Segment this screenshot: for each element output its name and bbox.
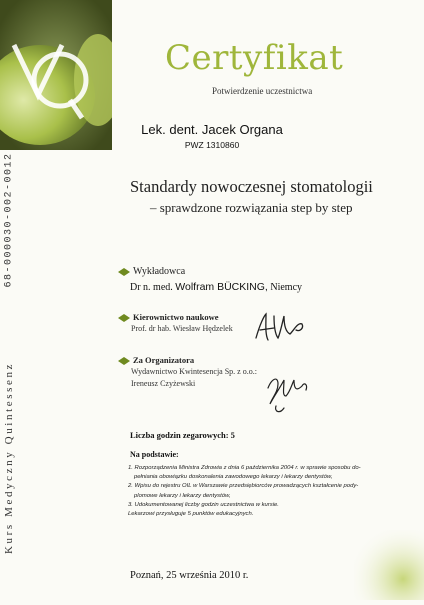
organizer-company: Wydawnictwo Kwintesencja Sp. z o.o.: xyxy=(131,367,257,376)
course-subtitle: – sprawdzone rozwiązania step by step xyxy=(150,200,353,215)
leaf-bullet-icon xyxy=(118,268,130,276)
certificate-subtitle: Potwierdzenie uczestnictwa xyxy=(212,86,313,96)
basis-item: pełniania obowiązku doskonalenia zawodowego lekarzy i lekarzy dentystów, xyxy=(134,474,333,481)
participant-pwz: PWZ 1310860 xyxy=(184,140,240,150)
certificate-title: Certyfikat xyxy=(165,38,344,78)
basis-label: Na podstawie: xyxy=(130,450,179,459)
corner-photo-bottom xyxy=(354,530,424,600)
basis-item: plomowe lekarzy i lekarzy dentystów, xyxy=(134,492,231,499)
leaf-bullet-icon xyxy=(118,314,130,322)
scientific-director-name: Prof. dr hab. Wiesław Hędzelek xyxy=(131,324,233,333)
basis-item: Lekarzowi przysługuje 5 punktów edukacyjnych. xyxy=(128,511,254,518)
basis-item: 2. Wpisu do rejestru OIL w Warszawie przedsiębiorców prowadzących kształcenie pody- xyxy=(128,483,359,490)
certificate-code: 68-000030-002-0012 xyxy=(3,152,15,288)
vertical-course-name: Kurs Medyczny Quintessenz xyxy=(3,361,15,554)
scientific-director-label: Kierownictwo naukowe xyxy=(118,312,219,322)
signature-director xyxy=(250,310,312,346)
place-date: Poznań, 25 września 2010 r. xyxy=(130,570,249,581)
participant-name: Lek. dent. Jacek Organa xyxy=(141,122,283,137)
organizer-label: Za Organizatora xyxy=(118,355,194,365)
organizer-person: Ireneusz Czyżewski xyxy=(131,379,196,388)
basis-item: 3. Udokumentowanej liczby godzin uczestnictwa w kursie. xyxy=(128,501,279,508)
course-title: Standardy nowoczesnej stomatologii xyxy=(130,177,373,196)
basis-item: 1. Rozporządzenia Ministra Zdrowia z dnia 6 października 2004 r. w sprawie sposobu do- xyxy=(128,465,361,471)
lecturer-label: Wykładowca xyxy=(118,266,185,277)
leaf-bullet-icon xyxy=(118,357,130,365)
signature-organizer xyxy=(262,366,314,416)
lecturer-name: Dr n. med. Wolfram BÜCKING, Niemcy xyxy=(130,281,303,293)
hours-line: Liczba godzin zegarowych: 5 xyxy=(130,430,235,440)
basis-list xyxy=(128,464,398,519)
